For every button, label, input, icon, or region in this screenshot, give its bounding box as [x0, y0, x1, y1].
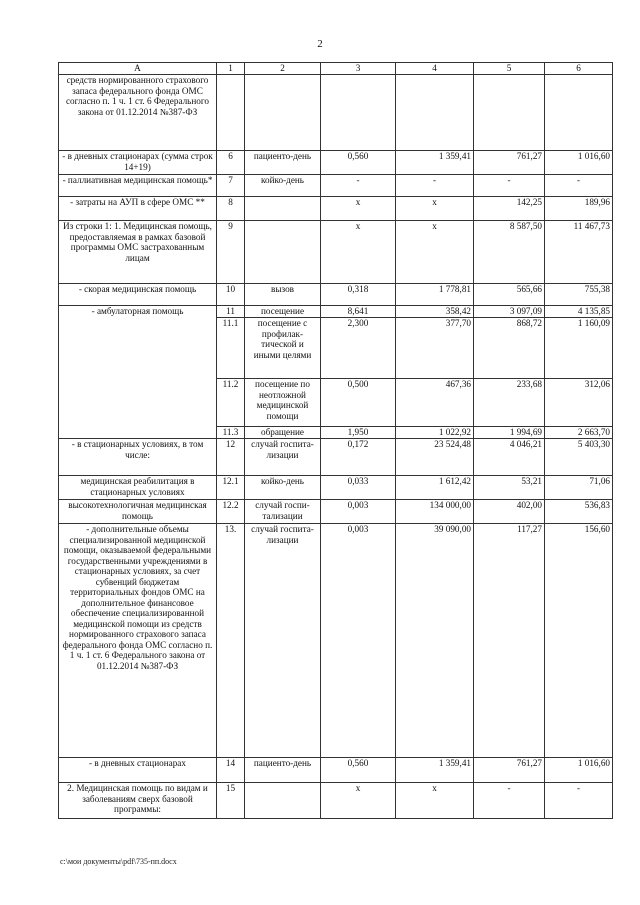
- row-col3: 0,560: [321, 758, 396, 783]
- row-col3: 0,318: [321, 284, 396, 306]
- row-number: 14: [217, 758, 245, 783]
- row-col4: 358,42: [396, 306, 474, 318]
- table-row: [59, 758, 613, 783]
- row-col6: 11 467,73: [545, 221, 613, 284]
- row-col6: -: [545, 175, 613, 197]
- row-unit: случай госпита-лизации: [245, 524, 321, 758]
- row-col6: 312,06: [545, 379, 613, 427]
- row-number: 11.1: [217, 318, 245, 379]
- table-row: [59, 439, 613, 476]
- row-unit: вызов: [245, 284, 321, 306]
- table-row: [59, 500, 613, 524]
- row-name: 2. Медицинская помощь по видам и заболеваниям сверх базовой программы:: [59, 783, 217, 819]
- row-col3: -: [321, 175, 396, 197]
- row-col3: х: [321, 783, 396, 819]
- table-row: [59, 221, 613, 284]
- row-col3: 0,033: [321, 476, 396, 500]
- header-cell: 5: [474, 63, 545, 75]
- row-number: 12: [217, 439, 245, 476]
- row-col5: 3 097,09: [474, 306, 545, 318]
- row-col6: 5 403,30: [545, 439, 613, 476]
- row-unit: посещение с профилак-тической и иными целями: [245, 318, 321, 379]
- row-col5: 233,68: [474, 379, 545, 427]
- row-number: 11.3: [217, 427, 245, 439]
- row-col5: 142,25: [474, 197, 545, 221]
- row-col4: 134 000,00: [396, 500, 474, 524]
- row-unit: пациенто-день: [245, 151, 321, 175]
- row-col5: [474, 75, 545, 151]
- row-name: медицинская реабилитация в стационарных условиях: [59, 476, 217, 500]
- table-row: [59, 306, 613, 318]
- row-number: 15: [217, 783, 245, 819]
- row-col3: 0,172: [321, 439, 396, 476]
- row-unit: [245, 197, 321, 221]
- row-number: 10: [217, 284, 245, 306]
- row-number: 12.2: [217, 500, 245, 524]
- row-col3: 0,003: [321, 500, 396, 524]
- header-cell: 6: [545, 63, 613, 75]
- row-col3: 8,641: [321, 306, 396, 318]
- row-unit: случай госпи-тализации: [245, 500, 321, 524]
- row-col4: 1 612,42: [396, 476, 474, 500]
- row-unit: [245, 783, 321, 819]
- row-col5: 1 994,69: [474, 427, 545, 439]
- header-cell: А: [59, 63, 217, 75]
- row-unit: койко-день: [245, 476, 321, 500]
- row-col4: х: [396, 197, 474, 221]
- row-col5: 761,27: [474, 151, 545, 175]
- ambulatory-name: - амбулаторная помощь: [59, 306, 217, 439]
- row-col3: 0,560: [321, 151, 396, 175]
- data-table: [58, 62, 613, 819]
- row-unit: койко-день: [245, 175, 321, 197]
- row-name: средств нормированного страхового запаса федерального фонда ОМС согласно п. 1 ч. 1 ст. 6 Федерального закона от 01.12.2014 №387-ФЗ: [59, 75, 217, 151]
- header-cell: 3: [321, 63, 396, 75]
- header-cell: 4: [396, 63, 474, 75]
- row-col4: х: [396, 221, 474, 284]
- row-col4: [396, 75, 474, 151]
- file-path-footer: c:\мои документы\pdf\735-пп.docx: [60, 857, 177, 866]
- row-number: 8: [217, 197, 245, 221]
- row-col5: 53,21: [474, 476, 545, 500]
- row-col6: 1 160,09: [545, 318, 613, 379]
- row-number: 6: [217, 151, 245, 175]
- row-unit: обращение: [245, 427, 321, 439]
- row-col3: 1,950: [321, 427, 396, 439]
- table-row: [59, 175, 613, 197]
- table-row: [59, 75, 613, 151]
- row-name: Из строки 1: 1. Медицинская помощь, предоставляемая в рамках базовой программы ОМС застрахованным лицам: [59, 221, 217, 284]
- page-number: 2: [317, 38, 323, 50]
- row-name: - в стационарных условиях, в том числе:: [59, 439, 217, 476]
- row-col6: 1 016,60: [545, 151, 613, 175]
- row-name: - в дневных стационарах: [59, 758, 217, 783]
- table-row: [59, 151, 613, 175]
- table-row: [59, 197, 613, 221]
- row-col5: 868,72: [474, 318, 545, 379]
- row-col4: 377,70: [396, 318, 474, 379]
- row-col5: 761,27: [474, 758, 545, 783]
- row-col4: 1 359,41: [396, 758, 474, 783]
- row-name: - дополнительные объемы специализированной медицинской помощи, оказываемой федеральными государственными учреждениями в стационарных условиях, за счет субвенций бюджетам территориальных фондов ОМС на дополнительное финансовое обеспечение специализированной медицинской помощи из средств нормированного страхового запаса федерального фонда ОМС согласно п. 1 ч. 1 ст. 6 Федерального закона от 01.12.2014 №387-ФЗ: [59, 524, 217, 758]
- row-col6: 156,60: [545, 524, 613, 758]
- row-col6: 189,96: [545, 197, 613, 221]
- row-name: - в дневных стационарах (сумма строк 14+19): [59, 151, 217, 175]
- row-col6: 1 016,60: [545, 758, 613, 783]
- table-row: [59, 783, 613, 819]
- row-name: - скорая медицинская помощь: [59, 284, 217, 306]
- row-unit: [245, 75, 321, 151]
- row-col3: 0,500: [321, 379, 396, 427]
- row-number: 7: [217, 175, 245, 197]
- header-cell: 1: [217, 63, 245, 75]
- header-row: [59, 63, 613, 75]
- row-number: [217, 75, 245, 151]
- row-col3: 0,003: [321, 524, 396, 758]
- row-col5: 8 587,50: [474, 221, 545, 284]
- row-name: высокотехнологичная медицинская помощь: [59, 500, 217, 524]
- row-col3: х: [321, 221, 396, 284]
- row-col5: 4 046,21: [474, 439, 545, 476]
- row-unit: посещение: [245, 306, 321, 318]
- row-unit: посещение по неотложной медицинской помощи: [245, 379, 321, 427]
- row-col4: 23 524,48: [396, 439, 474, 476]
- row-col4: 1 778,81: [396, 284, 474, 306]
- row-col5: 565,66: [474, 284, 545, 306]
- row-col3: [321, 75, 396, 151]
- row-col6: -: [545, 783, 613, 819]
- row-col6: 2 663,70: [545, 427, 613, 439]
- table-row: [59, 524, 613, 758]
- row-col6: 71,06: [545, 476, 613, 500]
- row-col4: х: [396, 783, 474, 819]
- row-number: 12.1: [217, 476, 245, 500]
- row-col5: 402,00: [474, 500, 545, 524]
- row-col4: 1 022,92: [396, 427, 474, 439]
- row-number: 13.: [217, 524, 245, 758]
- row-unit: случай госпита-лизации: [245, 439, 321, 476]
- row-col6: 4 135,85: [545, 306, 613, 318]
- row-col3: 2,300: [321, 318, 396, 379]
- row-col4: -: [396, 175, 474, 197]
- row-col3: х: [321, 197, 396, 221]
- row-col5: -: [474, 175, 545, 197]
- row-unit: пациенто-день: [245, 758, 321, 783]
- row-name: - затраты на АУП в сфере ОМС **: [59, 197, 217, 221]
- header-cell: 2: [245, 63, 321, 75]
- row-number: 9: [217, 221, 245, 284]
- table-row: [59, 476, 613, 500]
- row-col6: 536,83: [545, 500, 613, 524]
- row-col4: 467,36: [396, 379, 474, 427]
- row-col6: 755,38: [545, 284, 613, 306]
- row-number: 11.2: [217, 379, 245, 427]
- row-col4: 39 090,00: [396, 524, 474, 758]
- row-number: 11: [217, 306, 245, 318]
- row-col4: 1 359,41: [396, 151, 474, 175]
- row-name: - паллиативная медицинская помощь*: [59, 175, 217, 197]
- table-row: [59, 284, 613, 306]
- row-col6: [545, 75, 613, 151]
- row-unit: [245, 221, 321, 284]
- row-col5: -: [474, 783, 545, 819]
- row-col5: 117,27: [474, 524, 545, 758]
